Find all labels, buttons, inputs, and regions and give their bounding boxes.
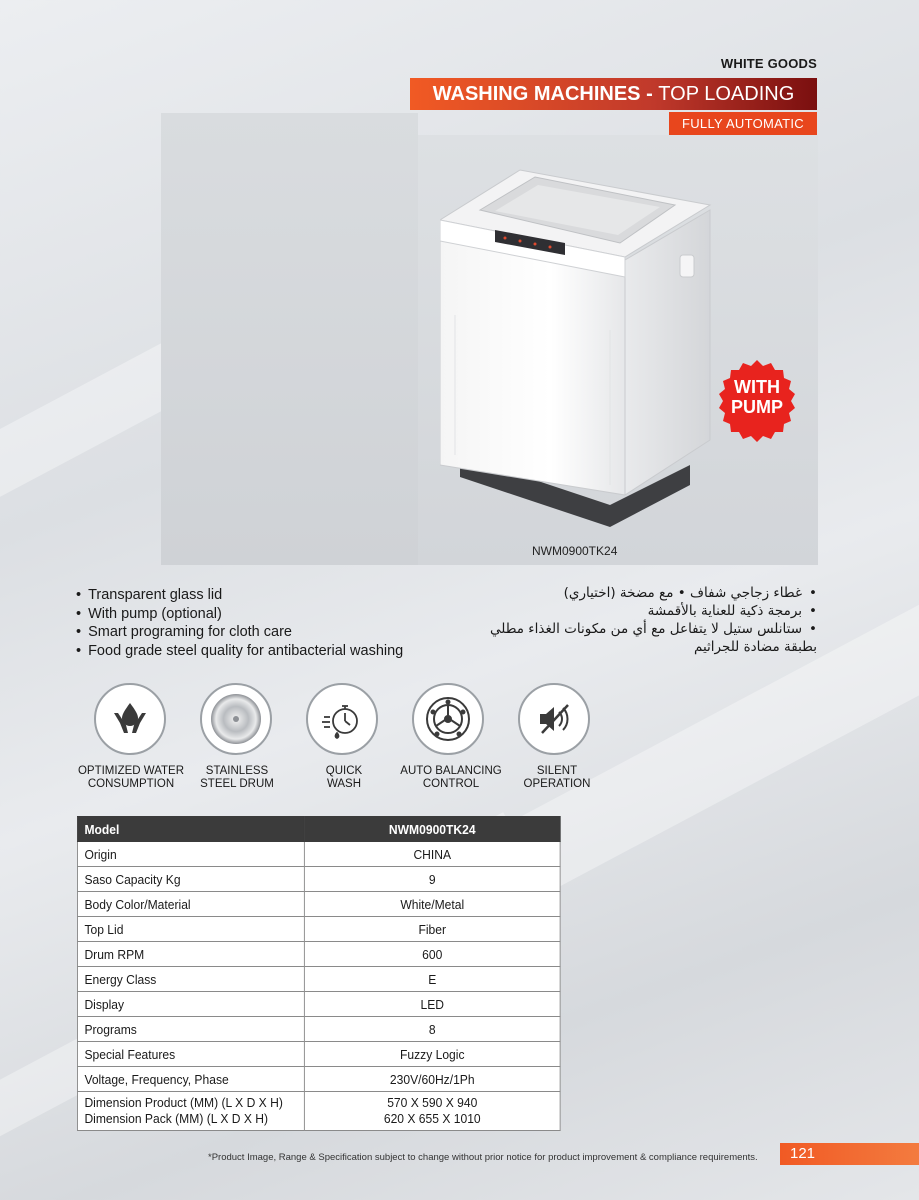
icon-label-quick-wash: QUICK WASH <box>325 765 363 790</box>
spec-value-dimensions <box>304 1092 560 1131</box>
model-caption: NWM0900TK24 <box>532 544 618 558</box>
spec-value: Fuzzy Logic <box>304 1042 560 1067</box>
table-row <box>77 892 560 917</box>
spec-value: 600 <box>304 942 560 967</box>
title-bold: WASHING MACHINES - <box>432 82 653 105</box>
table-header-cell: NWM0900TK24 <box>304 817 560 842</box>
feature-item: • Transparent glass lid <box>76 586 403 605</box>
spec-label: Voltage, Frequency, Phase <box>77 1067 304 1092</box>
page-title <box>410 78 817 110</box>
dimension-product-value: 570 X 590 X 940 <box>387 1095 478 1110</box>
spec-label: Programs <box>77 1017 304 1042</box>
spec-value: 8 <box>304 1017 560 1042</box>
spec-label: Saso Capacity Kg <box>77 867 304 892</box>
specification-table <box>77 816 561 1131</box>
badge-line-1: WITH <box>734 377 780 397</box>
footer-disclaimer: *Product Image, Range & Specification subject to change without prior notice for product improvement & compliance requirements. <box>208 1152 758 1163</box>
spec-label: Body Color/Material <box>77 892 304 917</box>
table-row <box>77 917 560 942</box>
mute-speaker-icon <box>518 683 590 755</box>
page-number-bar <box>780 1143 919 1165</box>
feature-item-ar: • غطاء زجاجي شفاف • مع مضخة (اختياري) <box>417 584 817 602</box>
table-row <box>77 967 560 992</box>
water-drop-hands-icon <box>94 683 166 755</box>
features-list-arabic <box>417 584 817 656</box>
stopwatch-icon <box>306 683 378 755</box>
title-light: TOP LOADING <box>658 82 795 105</box>
table-row <box>77 942 560 967</box>
feature-item-ar: • برمجة ذكية للعناية بالأقمشة <box>417 602 817 620</box>
product-image-panel <box>161 113 418 565</box>
spec-value: White/Metal <box>304 892 560 917</box>
spec-label: Origin <box>77 842 304 867</box>
spec-value: CHINA <box>304 842 560 867</box>
dimension-pack-label: Dimension Pack (MM) (L X D X H) <box>84 1111 269 1126</box>
spec-label: Top Lid <box>77 917 304 942</box>
section-label: WHITE GOODS <box>720 56 817 71</box>
page-number: 121 <box>790 1145 816 1162</box>
table-row <box>77 1017 560 1042</box>
icon-label-silent: SILENT OPERATION <box>523 765 591 790</box>
table-header-cell: Model <box>77 817 304 842</box>
table-row <box>77 992 560 1017</box>
icon-label-balancing: AUTO BALANCING CONTROL <box>400 765 502 790</box>
table-row <box>77 842 560 867</box>
washing-machine-image <box>440 165 715 530</box>
feature-item: • Food grade steel quality for antibacterial washing <box>76 642 403 661</box>
icon-label-water: OPTIMIZED WATER CONSUMPTION <box>77 765 185 790</box>
with-pump-badge-text <box>715 377 799 417</box>
spec-label: Energy Class <box>77 967 304 992</box>
table-row <box>77 867 560 892</box>
feature-item: • With pump (optional) <box>76 605 403 624</box>
spec-value: Fiber <box>304 917 560 942</box>
table-header-row <box>77 817 560 842</box>
spec-value: 230V/60Hz/1Ph <box>304 1067 560 1092</box>
spec-label: Drum RPM <box>77 942 304 967</box>
dimension-pack-value: 620 X 655 X 1010 <box>383 1111 481 1126</box>
balance-wheel-icon <box>412 683 484 755</box>
spec-value: 9 <box>304 867 560 892</box>
steel-drum-icon <box>200 683 272 755</box>
badge-line-2: PUMP <box>730 397 783 417</box>
feature-item-ar: • ستانلس ستيل لا يتفاعل مع أي من مكونات الغذاء مطلي <box>417 620 817 638</box>
table-row <box>77 1042 560 1067</box>
spec-value: LED <box>304 992 560 1017</box>
icon-label-drum: STAINLESS STEEL DRUM <box>200 765 274 790</box>
dimension-product-label: Dimension Product (MM) (L X D X H) <box>84 1095 283 1110</box>
spec-label: Special Features <box>77 1042 304 1067</box>
feature-item-ar: بطبقة مضادة للجراثيم <box>693 639 817 655</box>
features-list-english <box>76 586 403 660</box>
spec-label-dimensions <box>77 1092 304 1131</box>
table-row-dimensions <box>77 1092 560 1131</box>
page-subtitle: FULLY AUTOMATIC <box>669 112 817 135</box>
feature-item: • Smart programing for cloth care <box>76 623 403 642</box>
spec-value: E <box>304 967 560 992</box>
table-row <box>77 1067 560 1092</box>
spec-label: Display <box>77 992 304 1017</box>
